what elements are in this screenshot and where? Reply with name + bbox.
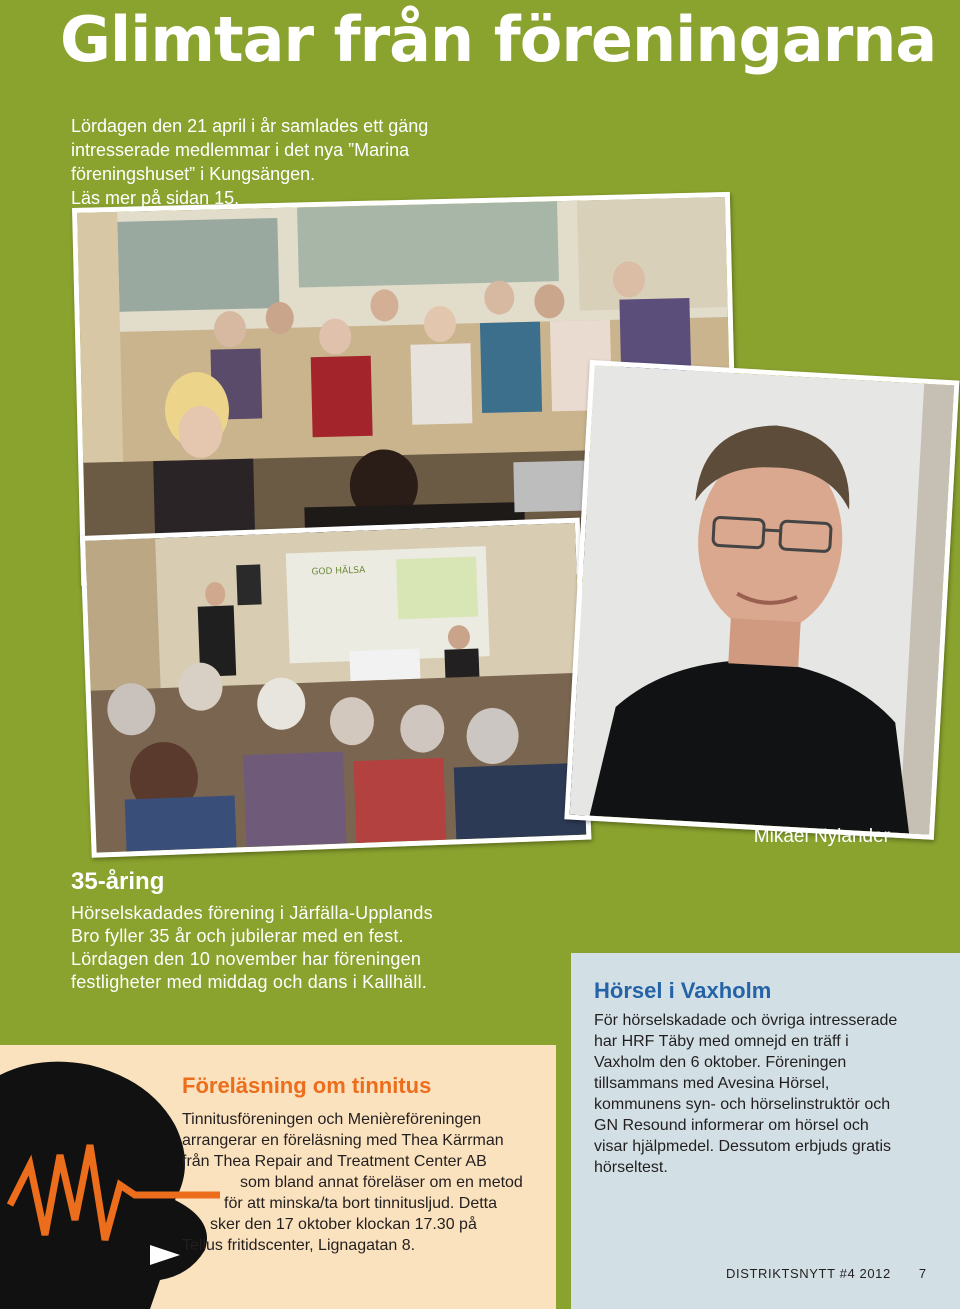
- anniversary-article: [71, 868, 491, 994]
- lecture-line: från Thea Repair and Treatment Center AB: [182, 1153, 487, 1170]
- vaxholm-heading: Hörsel i Vaxholm: [594, 978, 772, 1003]
- vaxholm-line: visar hjälpmedel. Dessutom erbjuds gratis: [594, 1138, 892, 1155]
- slide-title: GOD HÄLSA: [311, 565, 366, 578]
- publication-name: DISTRIKTSNYTT #4 2012: [726, 1266, 891, 1281]
- lecture-heading: Föreläsning om tinnitus: [182, 1073, 432, 1098]
- lecture-line: sker den 17 oktober klockan 17.30 på: [210, 1216, 477, 1233]
- page-title: Glimtar från föreningarna: [60, 3, 937, 76]
- lecture-line: Tellus fritidscenter, Lignagatan 8.: [182, 1237, 416, 1254]
- vaxholm-article: [594, 978, 934, 1178]
- intro-line: Lördagen den 21 april i år samlades ett gäng: [71, 116, 429, 136]
- vaxholm-line: Vaxholm den 6 oktober. Föreningen: [594, 1054, 847, 1071]
- portrait-caption: Mikael Nylander: [753, 826, 890, 847]
- lecture-line: Tinnitusföreningen och Menièreföreningen: [182, 1111, 482, 1128]
- lecture-line: för att minska/ta bort tinnitusljud. Detta: [224, 1195, 498, 1212]
- intro-line: föreningshuset” i Kungsängen.: [71, 164, 316, 184]
- portrait-photo: [564, 360, 959, 840]
- vaxholm-line: GN Resound informerar om hörsel och: [594, 1117, 869, 1134]
- intro-text: [71, 114, 491, 210]
- page-number: 7: [918, 1266, 927, 1281]
- vaxholm-line: För hörselskadade och övriga intresserade: [594, 1012, 898, 1029]
- anniversary-line: Bro fyller 35 år och jubilerar med en fest.: [71, 926, 404, 946]
- lecture-body: [182, 1109, 542, 1256]
- intro-line: Läs mer på sidan 15.: [71, 188, 240, 208]
- vaxholm-line: tillsammans med Avesina Hörsel,: [594, 1075, 830, 1092]
- anniversary-heading: 35-åring: [71, 868, 165, 895]
- lecture-article: [182, 1073, 542, 1256]
- vaxholm-line: kommunens syn- och hörselinstruktör och: [594, 1096, 891, 1113]
- anniversary-line: Hörselskadades förening i Järfälla-Upplands: [71, 903, 433, 923]
- anniversary-line: Lördagen den 10 november har föreningen: [71, 949, 422, 969]
- presentation-photo: [80, 518, 591, 858]
- lecture-line: som bland annat föreläser om en metod: [240, 1174, 523, 1191]
- anniversary-line: festligheter med middag och dans i Kallhäll.: [71, 972, 427, 992]
- page-footer: [726, 1266, 927, 1281]
- vaxholm-line: har HRF Täby med omnejd en träff i: [594, 1033, 849, 1050]
- vaxholm-line: hörseltest.: [594, 1159, 668, 1176]
- intro-line: intresserade medlemmar i det nya ”Marina: [71, 140, 410, 160]
- lecture-line: arrangerar en föreläsning med Thea Kärrman: [182, 1132, 504, 1149]
